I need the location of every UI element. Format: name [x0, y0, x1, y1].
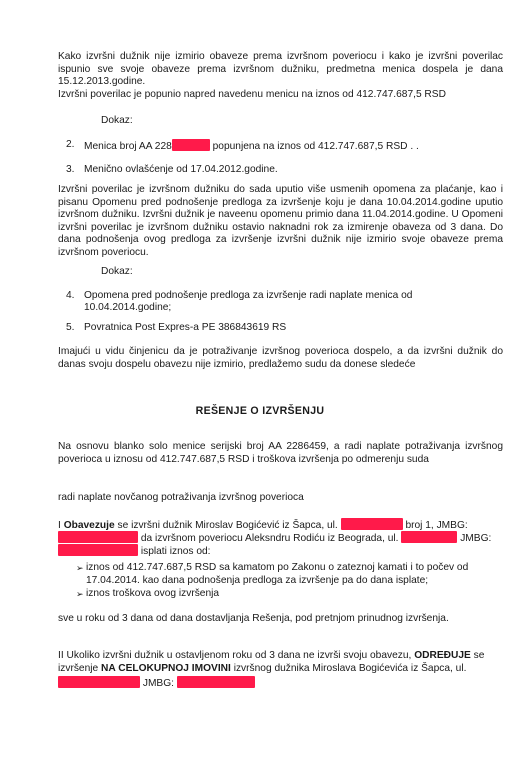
evidence-item-4-line-1: Opomena pred podnošenje predloga za izvršenje radi naplate menica od: [84, 290, 413, 301]
paragraph-deadline: sve u roku od 3 dana od dana dostavljanja Rešenja, pod pretnjom prinudnog izvršenja.: [58, 613, 449, 624]
evidence-item-2: [84, 139, 419, 154]
redaction-bar: [58, 676, 140, 688]
bullet-1-line-2: 17.04.2014. kao dana podnošenja predloga za izvršenje pa do dana isplate;: [86, 575, 429, 586]
paragraph-proposal: Imajući u vidu činjenicu da je potraživanje izvršnog poverioca dospelo, a da izvršni dužnik do danas svoju dospelu obavezu nije izmirio, predlažemo sudu da donese sledeće: [58, 346, 503, 370]
obligation-line-1-text-a: se izvršni dužnik Miroslav Bogićević iz Šapca, ul.: [117, 520, 338, 531]
order-keyword: ODREĐUJE: [414, 650, 471, 661]
bullet-arrow-icon: ➢: [76, 589, 84, 599]
obligation-roman: I: [58, 520, 61, 531]
order-line-2-text-a: izvršenje: [58, 663, 99, 674]
order-line-2-text-c: izvršnog dužnika Miroslava Bogićevića iz Šapca, ul.: [233, 663, 467, 674]
obligation-line-1-text-b: broj 1, JMBG:: [405, 520, 468, 531]
order-line-1-text-c: se: [473, 650, 485, 661]
evidence-item-3-number: 3.: [66, 164, 75, 175]
evidence-item-5: Povratnica Post Expres-a PE 386843619 RS: [84, 322, 287, 333]
obligation-line-3-text: isplati iznos od:: [140, 546, 211, 557]
evidence-heading-2: Dokaz:: [101, 266, 133, 277]
obligation-line-3: [58, 544, 211, 559]
order-line-1: [58, 650, 503, 663]
evidence-item-2-text-a: Menica broj AA 228: [84, 141, 172, 152]
paragraph-maturity: Kako izvršni dužnik nije izmirio obaveze prema izvršnom poveriocu i kako je izvršni poverilac ispunio sve svoje obaveze prema izvršnom dužniku, predmetna menica dospela je dana 15.12.2013.godine.: [58, 51, 503, 88]
decision-title: REŠENJE O IZVRŠENJU: [195, 405, 325, 417]
redaction-bar: [58, 544, 138, 556]
obligation-keyword: Obavezuje: [63, 520, 115, 531]
order-line-1-text-a: II Ukoliko izvršni dužnik u ostavljenom roku od 3 dana ne izvrši svoju obavezu,: [58, 650, 412, 661]
order-line-2: [58, 663, 503, 676]
redaction-bar: [341, 518, 403, 530]
redaction-bar: [58, 531, 138, 543]
redaction-bar: [172, 139, 210, 151]
order-line-3: [58, 676, 255, 691]
obligation-line-2-text-b: JMBG:: [460, 533, 492, 544]
order-line-3-text: JMBG:: [142, 678, 174, 689]
paragraph-purpose: radi naplate novčanog potraživanja izvršnog poverioca: [58, 492, 304, 503]
bullet-1-line-1: iznos od 412.747.687,5 RSD sa kamatom po Zakonu o zateznoj kamati i to počev od: [86, 562, 469, 573]
redaction-bar: [177, 676, 255, 688]
evidence-item-4-line-2: 10.04.2014.godine;: [84, 302, 172, 313]
evidence-item-2-text-b: popunjena na iznos od 412.747.687,5 RSD: [212, 141, 408, 152]
evidence-heading-1: Dokaz:: [101, 115, 133, 126]
evidence-item-3: Menično ovlašćenje od 17.04.2012.godine.: [84, 164, 278, 175]
evidence-item-2-number: 2.: [66, 139, 75, 150]
obligation-line-2-text-a: da izvršnom poveriocu Aleksndru Rodiću iz Beograda, ul.: [140, 533, 399, 544]
bullet-arrow-icon: ➢: [76, 563, 84, 573]
redaction-bar: [401, 531, 457, 543]
paragraph-warning: Izvršni poverilac je izvršnom dužniku do sada uputio više usmenih opomena za plaćanje, kao i pisanu Opomenu pred podnošenje predloga za izvršenje koju je dana 10.04.2014.godine uputio izvršnom dužniku. Izvršni dužnik je naveenu opomenu primio dana 11.04.2014.godine. U Opomeni izvršni poverilac je izvršnom dužniku ostavio naknadni rok za izmirenje obaveza od 3 dana. Do dana podnošenja ovog predloga za izvršenje izvršni dužnik nije izmirio svoje obaveze prema izvršnom poveriocu.: [58, 184, 503, 258]
evidence-item-5-number: 5.: [66, 322, 75, 333]
evidence-item-2-dots: . .: [410, 141, 419, 152]
paragraph-amount: Izvršni poverilac je popunio napred navedenu menicu na iznos od 412.747.687,5 RSD: [58, 89, 446, 100]
paragraph-basis: Na osnovu blanko solo menice serijski broj AA 2286459, a radi naplate potraživanja izvršnog poverioca u iznosu od 412.747.687,5 RSD i troškova izvršenja po odmerenju suda: [58, 441, 503, 465]
evidence-item-4-number: 4.: [66, 290, 75, 301]
bullet-2: iznos troškova ovog izvršenja: [86, 588, 220, 599]
order-scope: NA CELOKUPNOJ IMOVINI: [101, 663, 231, 674]
